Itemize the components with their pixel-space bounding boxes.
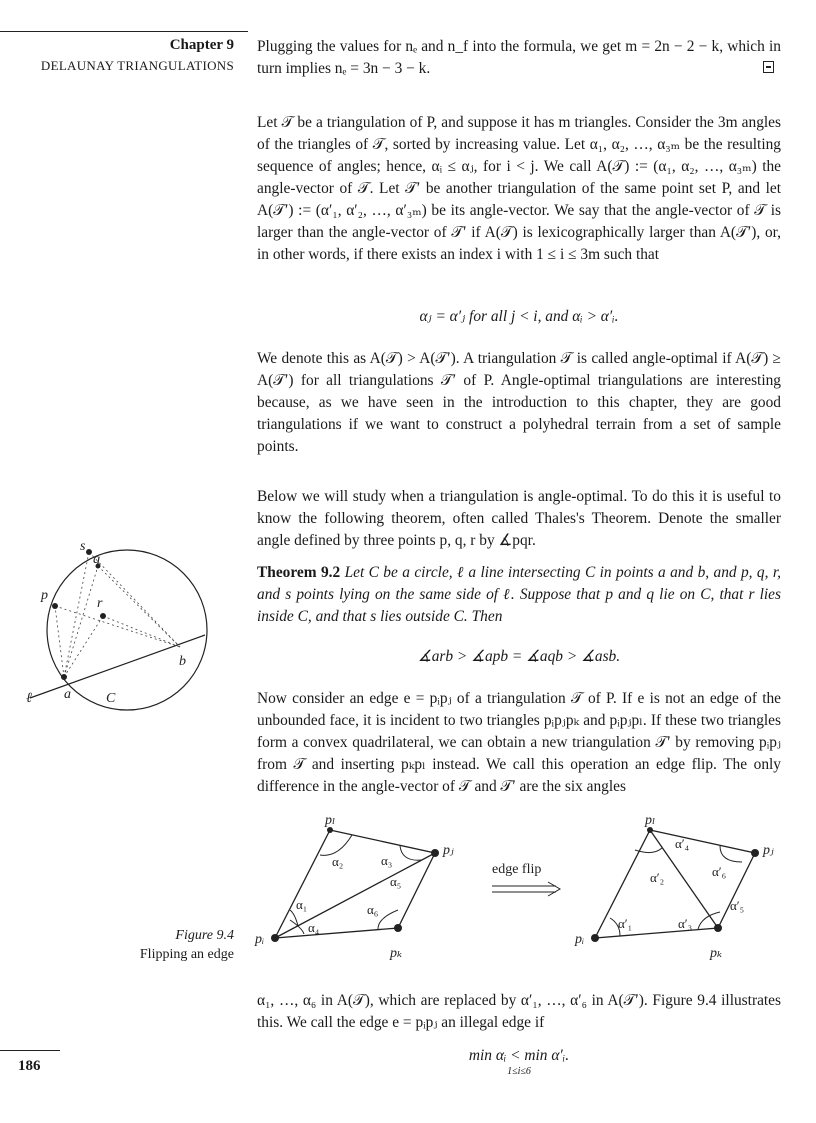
chapter-title: DELAUNAY TRIANGULATIONS xyxy=(40,58,234,73)
paragraph-edge-flip: Now consider an edge e = pᵢpⱼ of a triangulation 𝒯 of P. If e is not an edge of the unbounded face, it is incident to two triangles pᵢpⱼpₖ and pᵢpⱼpₗ. If these two triangles form a convex quadrilateral, we can obtain a new triangulation 𝒯′ by removing pᵢpⱼ from 𝒯 and inserting pₖpₗ instead. We call this operation an edge flip. The only difference in the angle-vector of 𝒯 and 𝒯′ are the six angles xyxy=(257,690,781,795)
label-a: a xyxy=(64,687,71,702)
right-vertex-pj: pⱼ xyxy=(763,843,774,858)
paragraph-angle-vector: Let 𝒯 be a triangulation of P, and suppose it has m triangles. Consider the 3m angles of the triangles of 𝒯, sorted by increasing value. Let α₁, α₂, …, α₃ₘ be the resulting sequence of angles; hence, αᵢ ≤ αⱼ, for i < j. We call A(𝒯) := (α₁, α₂, …, α₃ₘ) the angle-vector of 𝒯. Let 𝒯′ be another triangulation of the same point set P, and let A(𝒯′) := (α′₁, α′₂, …, α′₃ₘ) be its angle-vector. We say that the angle-vector of 𝒯 is larger than the angle-vector of 𝒯′ if A(𝒯) is lexicographically larger than A(𝒯′), or, in other words, if there exists an index i with 1 ≤ i ≤ 3m such that xyxy=(257,114,781,263)
right-angle-a6: α′₆ xyxy=(712,864,727,879)
figure-caption: Flipping an edge xyxy=(139,947,234,962)
top-rule xyxy=(0,31,248,32)
left-angle-a3: α₃ xyxy=(381,853,393,868)
left-quadrilateral xyxy=(275,830,435,938)
point-p xyxy=(52,603,58,609)
right-vertex-pi: pᵢ xyxy=(575,932,585,947)
label-l: ℓ xyxy=(26,691,32,706)
equation-thales: ∡arb > ∡apb = ∡aqb > ∡asb. xyxy=(417,648,621,665)
point-a xyxy=(61,674,67,680)
right-vertex-pk: pₖ xyxy=(710,946,723,961)
bottom-rule xyxy=(0,1050,60,1051)
label-c: C xyxy=(106,691,116,706)
thales-figure xyxy=(0,530,250,730)
right-angle-a5: α′₅ xyxy=(730,898,745,913)
right-angle-a3: α′₃ xyxy=(678,916,693,931)
equation-illegal-edge-subscript: 1≤i≤6 xyxy=(507,1066,531,1077)
theorem-label: Theorem 9.2 xyxy=(257,564,341,581)
equation-illegal-edge: min αᵢ < min α′ᵢ. xyxy=(468,1047,570,1064)
label-p: p xyxy=(41,588,48,603)
right-vertex-pl: pₗ xyxy=(645,813,656,828)
label-r: r xyxy=(97,596,103,611)
label-b: b xyxy=(179,654,186,669)
edge-flip-label: edge flip xyxy=(492,862,542,877)
left-vertex-pl: pₗ xyxy=(325,813,336,828)
left-angle-a5: α₅ xyxy=(390,874,402,889)
theorem-9-2 xyxy=(257,562,781,628)
paragraph-proof-end: Plugging the values for nₑ and n_f into the formula, we get m = 2n − 2 − k, which in turn implies nₑ = 3n − 3 − k. xyxy=(257,38,781,77)
qed-box-icon xyxy=(763,61,774,73)
paragraph-thales-intro: Below we will study when a triangulation is angle-optimal. To do this it is useful to know the following theorem, often called Thales's Theorem. Denote the smaller angle defined by three points p, q, r by ∡pqr. xyxy=(257,488,781,549)
left-angle-a6: α₆ xyxy=(367,902,379,917)
edge-flip-figure xyxy=(250,810,810,970)
right-angle-a2: α′₂ xyxy=(650,870,665,885)
right-angle-a4: α′₄ xyxy=(675,836,690,851)
point-r xyxy=(100,613,106,619)
paragraph-illegal-edge: α₁, …, α₆ in A(𝒯), which are replaced by α′₁, …, α′₆ in A(𝒯′). Figure 9.4 illustrates this. We call the edge e = pᵢpⱼ an illegal edge if xyxy=(257,992,781,1031)
left-vertex-pj: pⱼ xyxy=(443,843,454,858)
page-number: 186 xyxy=(18,1058,41,1074)
figure-number: Figure 9.4 xyxy=(175,928,234,943)
edge-flip-arrow-icon xyxy=(492,882,560,896)
right-angle-a1: α′₁ xyxy=(618,916,633,931)
label-q: q xyxy=(93,552,100,567)
chapter-label: Chapter 9 xyxy=(169,37,234,53)
equation-lexicographic: αⱼ = α′ⱼ for all j < i, and αᵢ > α′ᵢ. xyxy=(419,308,619,325)
left-angle-a1: α₁ xyxy=(296,897,308,912)
paragraph-angle-optimal: We denote this as A(𝒯) > A(𝒯′). A triangulation 𝒯 is called angle-optimal if A(𝒯) ≥ A(𝒯′) for all triangulations 𝒯′ of P. Angle-optimal triangulations are interesting because, as we have seen in the introduction to this chapter, they are good triangulations if we want to construct a polyhedral terrain from a set of sample points. xyxy=(257,350,781,455)
left-angle-a2: α₂ xyxy=(332,854,344,869)
left-angle-a4: α₄ xyxy=(308,920,320,935)
theorem-body: Let C be a circle, ℓ a line intersecting C in points a and b, and p, q, r, and s points lying on the same side of ℓ. Suppose that p and q lie on C, that r lies inside C, and that s lies outside C. Then xyxy=(257,564,781,625)
point-s xyxy=(86,549,92,555)
left-vertex-pi: pᵢ xyxy=(255,932,265,947)
left-vertex-pk: pₖ xyxy=(390,946,403,961)
label-s: s xyxy=(80,539,86,554)
